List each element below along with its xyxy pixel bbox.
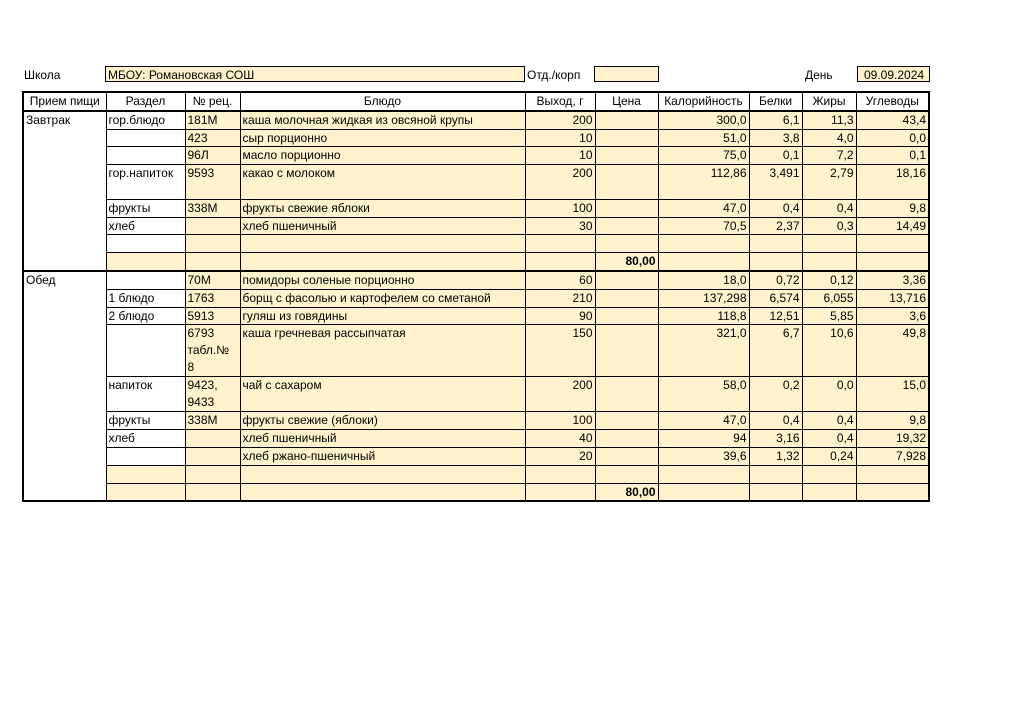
fat-cell[interactable]: 4,0 [802,129,856,147]
table-row-empty [23,465,929,483]
dish-cell[interactable]: помидоры соленые порционно [240,271,525,289]
meal-cell-lunch: Обед [23,271,106,501]
output-cell[interactable]: 10 [525,147,595,165]
output-cell[interactable]: 210 [525,289,595,307]
menu-table [22,91,930,502]
carbs-cell[interactable]: 13,716 [856,289,929,307]
price-cell[interactable] [595,289,658,307]
table-row [23,307,929,325]
fat-cell[interactable]: 2,79 [802,165,856,200]
carbs-cell[interactable] [856,465,929,483]
table-row-total [23,483,929,501]
price-cell[interactable] [595,147,658,165]
output-cell[interactable]: 90 [525,307,595,325]
carbs-cell[interactable] [856,483,929,501]
price-cell[interactable] [595,165,658,200]
col-header: Жиры [802,92,856,111]
output-cell[interactable]: 40 [525,430,595,448]
fat-cell[interactable]: 0,4 [802,412,856,430]
protein-cell[interactable]: 3,16 [749,430,802,448]
section-cell[interactable] [106,253,185,271]
section-cell[interactable]: 1 блюдо [106,289,185,307]
dish-cell[interactable]: каша молочная жидкая из овсяной крупы [240,111,525,129]
dish-cell[interactable]: какао с молоком [240,165,525,200]
carbs-cell[interactable]: 15,0 [856,377,929,412]
dish-cell[interactable]: фрукты свежие (яблоки) [240,412,525,430]
recipe-cell[interactable]: 1763 [185,289,240,307]
section-cell[interactable]: гор.напиток [106,165,185,200]
recipe-cell[interactable] [185,430,240,448]
price-cell[interactable] [595,271,658,289]
carbs-cell[interactable]: 0,1 [856,147,929,165]
output-cell[interactable]: 200 [525,165,595,200]
table-row [23,289,929,307]
day-field[interactable]: 09.09.2024 [857,66,930,82]
section-cell[interactable] [106,325,185,377]
dish-cell[interactable]: сыр порционно [240,129,525,147]
table-row [23,217,929,235]
total-price-cell[interactable]: 80,00 [595,253,658,271]
table-row [23,377,929,412]
output-cell[interactable]: 60 [525,271,595,289]
dish-cell[interactable]: борщ с фасолью и картофелем со сметаной [240,289,525,307]
output-cell[interactable] [525,253,595,271]
carbs-cell[interactable]: 9,8 [856,412,929,430]
calories-cell[interactable]: 47,0 [658,412,749,430]
protein-cell[interactable]: 6,7 [749,325,802,377]
carbs-cell[interactable]: 3,36 [856,271,929,289]
recipe-cell[interactable]: 9423, 9433 [185,377,240,412]
price-cell[interactable] [595,447,658,465]
price-cell[interactable] [595,412,658,430]
calories-cell[interactable]: 321,0 [658,325,749,377]
calories-cell[interactable]: 39,6 [658,447,749,465]
calories-cell[interactable]: 58,0 [658,377,749,412]
output-cell[interactable]: 200 [525,377,595,412]
protein-cell[interactable]: 12,51 [749,307,802,325]
protein-cell[interactable] [749,465,802,483]
col-header: Углеводы [856,92,929,111]
protein-cell[interactable]: 6,1 [749,111,802,129]
calories-cell[interactable]: 18,0 [658,271,749,289]
recipe-cell[interactable]: 6793 табл.№ 8 [185,325,240,377]
dept-label: Отд./корп [527,68,581,82]
protein-cell[interactable]: 0,4 [749,199,802,217]
output-cell[interactable] [525,483,595,501]
price-cell[interactable] [595,235,658,253]
recipe-cell[interactable]: 338М [185,412,240,430]
output-cell[interactable] [525,235,595,253]
table-row-total [23,253,929,271]
calories-cell[interactable] [658,253,749,271]
recipe-cell[interactable] [185,253,240,271]
section-cell[interactable] [106,465,185,483]
table-row [23,111,929,129]
output-cell[interactable]: 20 [525,447,595,465]
dish-cell[interactable] [240,235,525,253]
calories-cell[interactable] [658,465,749,483]
carbs-cell[interactable]: 19,32 [856,430,929,448]
section-cell[interactable] [106,147,185,165]
fat-cell[interactable]: 0,4 [802,199,856,217]
col-header: Раздел [106,92,185,111]
section-cell[interactable]: гор.блюдо [106,111,185,129]
col-header: Прием пищи [23,92,106,111]
price-cell[interactable] [595,111,658,129]
dish-cell[interactable]: хлеб пшеничный [240,217,525,235]
table-row [23,271,929,289]
meal-cell-breakfast: Завтрак [23,111,106,271]
protein-cell[interactable]: 0,2 [749,377,802,412]
recipe-cell[interactable] [185,235,240,253]
dish-cell[interactable]: фрукты свежие яблоки [240,199,525,217]
protein-cell[interactable]: 2,37 [749,217,802,235]
protein-cell[interactable]: 0,1 [749,147,802,165]
recipe-cell[interactable]: 423 [185,129,240,147]
protein-cell[interactable]: 1,32 [749,447,802,465]
carbs-cell[interactable]: 18,16 [856,165,929,200]
carbs-cell[interactable] [856,253,929,271]
fat-cell[interactable]: 11,3 [802,111,856,129]
recipe-cell[interactable] [185,447,240,465]
calories-cell[interactable] [658,483,749,501]
recipe-cell[interactable] [185,483,240,501]
table-header-row [23,92,929,111]
price-cell[interactable] [595,129,658,147]
section-cell[interactable] [106,271,185,289]
output-cell[interactable]: 30 [525,217,595,235]
protein-cell[interactable]: 0,4 [749,412,802,430]
calories-cell[interactable]: 112,86 [658,165,749,200]
carbs-cell[interactable] [856,235,929,253]
section-cell[interactable] [106,447,185,465]
fat-cell[interactable] [802,465,856,483]
protein-cell[interactable] [749,253,802,271]
protein-cell[interactable]: 0,72 [749,271,802,289]
fat-cell[interactable]: 7,2 [802,147,856,165]
output-cell[interactable]: 10 [525,129,595,147]
school-field[interactable]: МБОУ: Романовская СОШ [105,66,525,82]
table-row-empty [23,235,929,253]
carbs-cell[interactable]: 14,49 [856,217,929,235]
carbs-cell[interactable]: 3,6 [856,307,929,325]
fat-cell[interactable]: 0,3 [802,217,856,235]
col-header: Калорийность [658,92,749,111]
protein-cell[interactable]: 3,8 [749,129,802,147]
dish-cell[interactable]: масло порционно [240,147,525,165]
dept-field[interactable] [594,66,659,82]
fat-cell[interactable]: 6,055 [802,289,856,307]
output-cell[interactable]: 150 [525,325,595,377]
fat-cell[interactable]: 10,6 [802,325,856,377]
fat-cell[interactable]: 0,0 [802,377,856,412]
recipe-cell[interactable]: 96Л [185,147,240,165]
table-row [23,165,929,200]
calories-cell[interactable]: 51,0 [658,129,749,147]
col-header: № рец. [185,92,240,111]
calories-cell[interactable]: 137,298 [658,289,749,307]
calories-cell[interactable]: 118,8 [658,307,749,325]
price-cell[interactable] [595,307,658,325]
fat-cell[interactable]: 5,85 [802,307,856,325]
total-price-cell[interactable]: 80,00 [595,483,658,501]
col-header: Цена [595,92,658,111]
fat-cell[interactable]: 0,24 [802,447,856,465]
calories-cell[interactable] [658,235,749,253]
dish-cell[interactable]: хлеб ржано-пшеничный [240,447,525,465]
recipe-cell[interactable] [185,217,240,235]
calories-cell[interactable]: 47,0 [658,199,749,217]
recipe-cell[interactable]: 70М [185,271,240,289]
carbs-cell[interactable]: 49,8 [856,325,929,377]
table-row [23,325,929,377]
protein-cell[interactable]: 3,491 [749,165,802,200]
output-cell[interactable]: 100 [525,412,595,430]
fat-cell[interactable] [802,483,856,501]
section-cell[interactable]: 2 блюдо [106,307,185,325]
price-cell[interactable] [595,430,658,448]
dish-cell[interactable] [240,253,525,271]
carbs-cell[interactable]: 9,8 [856,199,929,217]
output-cell[interactable]: 200 [525,111,595,129]
table-row [23,129,929,147]
day-label: День [805,68,833,82]
dish-cell[interactable]: хлеб пшеничный [240,430,525,448]
price-cell[interactable] [595,377,658,412]
output-cell[interactable]: 100 [525,199,595,217]
section-cell[interactable]: хлеб [106,217,185,235]
table-row [23,447,929,465]
output-cell[interactable] [525,465,595,483]
recipe-cell[interactable] [185,465,240,483]
section-cell[interactable]: хлеб [106,430,185,448]
table-row [23,412,929,430]
protein-cell[interactable]: 6,574 [749,289,802,307]
section-cell[interactable] [106,235,185,253]
col-header: Выход, г [525,92,595,111]
recipe-cell[interactable]: 338М [185,199,240,217]
protein-cell[interactable] [749,235,802,253]
school-label: Школа [24,68,61,82]
carbs-cell[interactable]: 7,928 [856,447,929,465]
fat-cell[interactable]: 0,4 [802,430,856,448]
fat-cell[interactable] [802,235,856,253]
carbs-cell[interactable]: 43,4 [856,111,929,129]
calories-cell[interactable]: 94 [658,430,749,448]
dish-cell[interactable]: чай с сахаром [240,377,525,412]
dish-cell[interactable]: каша гречневая рассыпчатая [240,325,525,377]
price-cell[interactable] [595,465,658,483]
table-row [23,199,929,217]
price-cell[interactable] [595,325,658,377]
section-cell[interactable] [106,483,185,501]
recipe-cell[interactable]: 5913 [185,307,240,325]
section-cell[interactable]: фрукты [106,412,185,430]
recipe-cell[interactable]: 181М [185,111,240,129]
section-cell[interactable]: напиток [106,377,185,412]
protein-cell[interactable] [749,483,802,501]
calories-cell[interactable]: 300,0 [658,111,749,129]
recipe-cell[interactable]: 9593 [185,165,240,200]
price-cell[interactable] [595,199,658,217]
section-cell[interactable] [106,129,185,147]
col-header: Блюдо [240,92,525,111]
fat-cell[interactable]: 0,12 [802,271,856,289]
carbs-cell[interactable]: 0,0 [856,129,929,147]
calories-cell[interactable]: 70,5 [658,217,749,235]
dish-cell[interactable] [240,465,525,483]
dish-cell[interactable] [240,483,525,501]
fat-cell[interactable] [802,253,856,271]
section-cell[interactable]: фрукты [106,199,185,217]
table-row [23,430,929,448]
calories-cell[interactable]: 75,0 [658,147,749,165]
price-cell[interactable] [595,217,658,235]
dish-cell[interactable]: гуляш из говядины [240,307,525,325]
col-header: Белки [749,92,802,111]
table-row [23,147,929,165]
